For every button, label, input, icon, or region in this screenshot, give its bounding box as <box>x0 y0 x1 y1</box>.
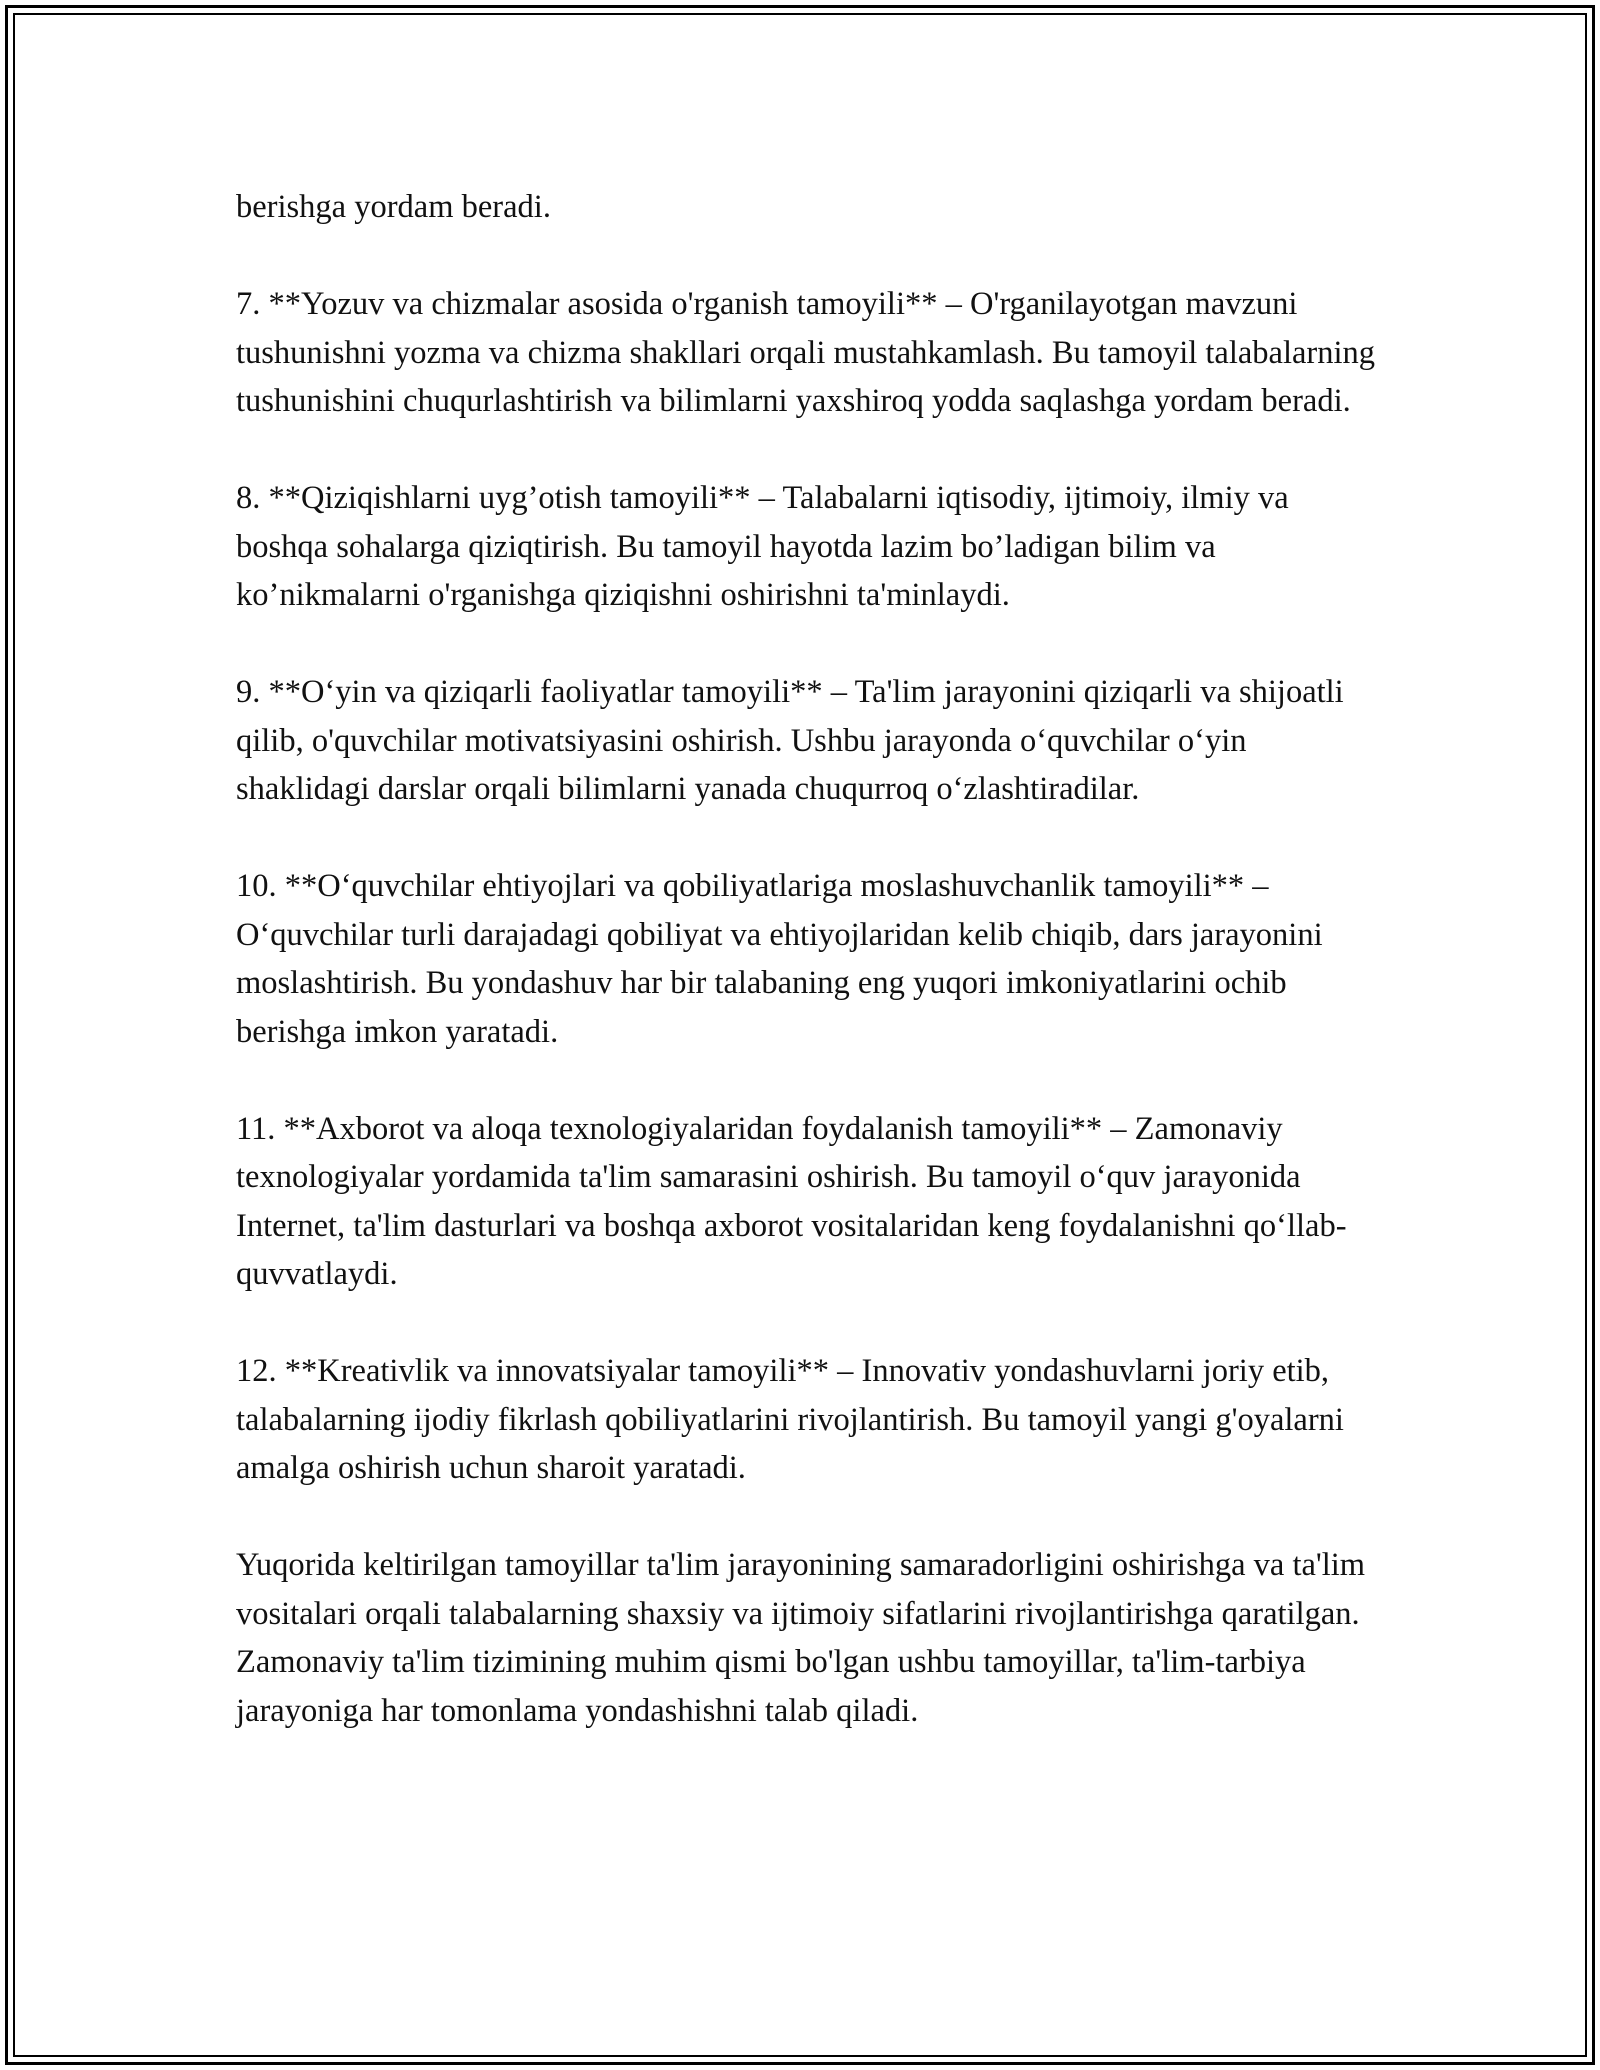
paragraph-principle-8: 8. **Qiziqishlarni uyg’otish tamoyili** – Talabalarni iqtisodiy, ijtimoiy, ilmiy va boshqa sohalarga qiziqtirish. Bu tamoyil hayotda lazim bo’ladigan bilim va ko’nikmalarni o'rganishga qiziqishni oshirishni ta'minlaydi. <box>236 480 1289 613</box>
paragraph-continuation: berishga yordam beradi. <box>236 189 551 225</box>
paragraph-principle-9: 9. **O‘yin va qiziqarli faoliyatlar tamoyili** – Ta'lim jarayonini qiziqarli va shijoatli qilib, o'quvchilar motivatsiyasini oshirish. Ushbu jarayonda o‘quvchilar o‘yin shaklidagi darslar orqali bilimlarni yanada chuqurroq o‘zlashtiradilar. <box>236 674 1344 807</box>
document-body <box>236 183 1376 1735</box>
paragraph-principle-10: 10. **O‘quvchilar ehtiyojlari va qobiliyatlariga moslashuvchanlik tamoyili** – O‘quvchilar turli darajadagi qobiliyat va ehtiyojlaridan kelib chiqib, dars jarayonini moslashtirish. Bu yondashuv har bir talabaning eng yuqori imkoniyatlarini ochib berishga imkon yaratadi. <box>236 868 1323 1050</box>
paragraph-principle-12: 12. **Kreativlik va innovatsiyalar tamoyili** – Innovativ yondashuvlarni joriy etib, talabalarning ijodiy fikrlash qobiliyatlarini rivojlantirish. Bu tamoyil yangi g'oyalarni amalga oshirish uchun sharoit yaratadi. <box>236 1353 1344 1486</box>
paragraph-principle-7: 7. **Yozuv va chizmalar asosida o'rganish tamoyili** – O'rganilayotgan mavzuni tushunishni yozma va chizma shakllari orqali mustahkamlash. Bu tamoyil talabalarning tushunishini chuqurlashtirish va bilimlarni yaxshiroq yodda saqlashga yordam beradi. <box>236 286 1376 419</box>
paragraph-principle-11: 11. **Axborot va aloqa texnologiyalaridan foydalanish tamoyili** – Zamonaviy texnologiyalar yordamida ta'lim samarasini oshirish. Bu tamoyil o‘quv jarayonida Internet, ta'lim dasturlari va boshqa axborot vositalaridan keng foydalanishni qo‘llab-quvvatlaydi. <box>236 1110 1347 1292</box>
paragraph-conclusion: Yuqorida keltirilgan tamoyillar ta'lim jarayonining samaradorligini oshirishga va ta'lim vositalari orqali talabalarning shaxsiy va ijtimoiy sifatlarini rivojlantirishga qaratilgan. Zamonaviy ta'lim tizimining muhim qismi bo'lgan ushbu tamoyillar, ta'lim-tarbiya jarayoniga har tomonlama yondashishni talab qiladi. <box>236 1547 1366 1729</box>
